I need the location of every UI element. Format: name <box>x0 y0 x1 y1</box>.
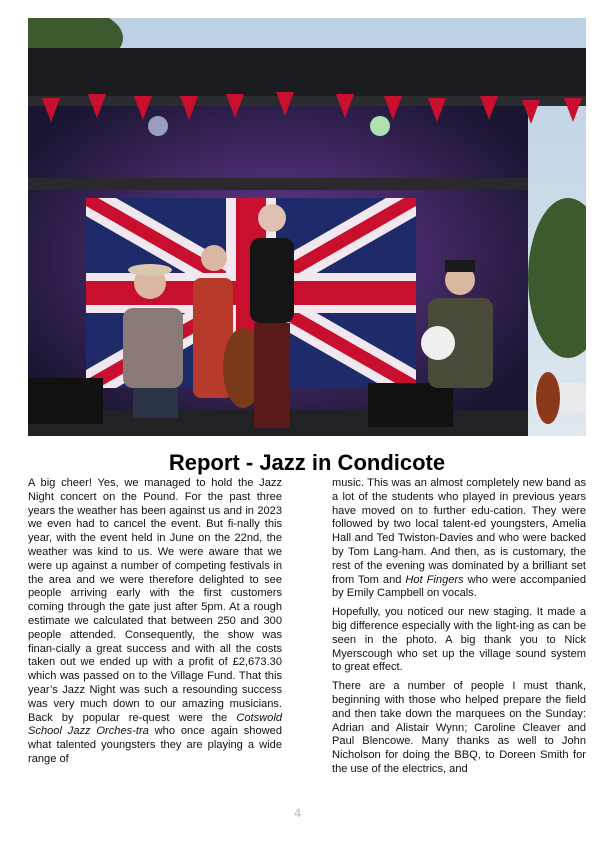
stage-light-left <box>148 116 168 136</box>
article-right-column <box>332 477 586 795</box>
stage-light-right <box>370 116 390 136</box>
paragraph: There are a number of people I must thank, beginning with those who helped prepare the field and then take down the marquees on the Sunday: Adrian and Alistair Wynn; Caroline Cleaver and Paul Blencowe. Many thanks as well to John Nicholson for doing the BBQ, to Doreen Smith for the use of the electrics, and <box>332 680 586 775</box>
band-name-italic: Cotswold School Jazz Orches-tra <box>28 711 282 738</box>
guitar-on-stand <box>536 372 560 424</box>
paragraph: Hopefully, you noticed our new staging. It made a big difference especially with the light-ing as can be seen in the photo. A big thank you to Nick Myerscough who set up the village sound system to great effect. <box>332 606 586 674</box>
paragraph <box>332 477 586 601</box>
page-number: 4 <box>294 806 301 820</box>
stage-truss-lower <box>28 178 528 190</box>
concert-photo <box>28 18 586 436</box>
paragraph-text: music. This was an almost completely new band as a lot of the students who played in previous years have moved on to further edu-cation. They were followed by two local talent-ed youngsters, Amelia Hall and Ted Twiston-Davies and who were backed by Tom Lang-ham. And then, as is customary, the rest of the evening was dominated by a brilliant set from Tom and <box>332 477 586 586</box>
paragraph <box>28 477 282 767</box>
stage-canopy <box>28 48 586 96</box>
article-body <box>28 477 586 795</box>
paragraph-text: who once again showed what talented youngsters they are playing a wide range of <box>28 725 282 765</box>
speaker-left <box>28 378 103 424</box>
paragraph-text: who were accompanied by Emily Campbell on vocals. <box>332 573 586 600</box>
paragraph-text: A big cheer! Yes, we managed to hold the Jazz Night concert on the Pound. For the past three years the weather has been against us and in 2023 we even had to cancel the event. But fi-nally this year, with the event held in June on the 22nd, the weather was kind to us. We were aware that we were up against a number of competing festivals in the area and we were therefore delighted to see people arriving early with the first customers coming through the gate just after 5pm. At a rough estimate we calculated that between 250 and 300 people attended. Consequently, the show was finan-cially a great success and with all the costs taken out we ended up with a profit of £2,673.30 which was passed on to the Village Fund. That this year’s Jazz Night was such a resounding success was very much down to our amazing musicians. Back by popular re-quest were the <box>28 477 282 724</box>
article-left-column <box>28 477 282 795</box>
speaker-right <box>368 383 453 427</box>
band-name-italic: Hot Fingers <box>405 573 464 586</box>
stage-truss <box>28 96 586 106</box>
article-title: Report - Jazz in Condicote <box>168 450 446 475</box>
band-on-stage-photo-icon <box>28 18 586 436</box>
